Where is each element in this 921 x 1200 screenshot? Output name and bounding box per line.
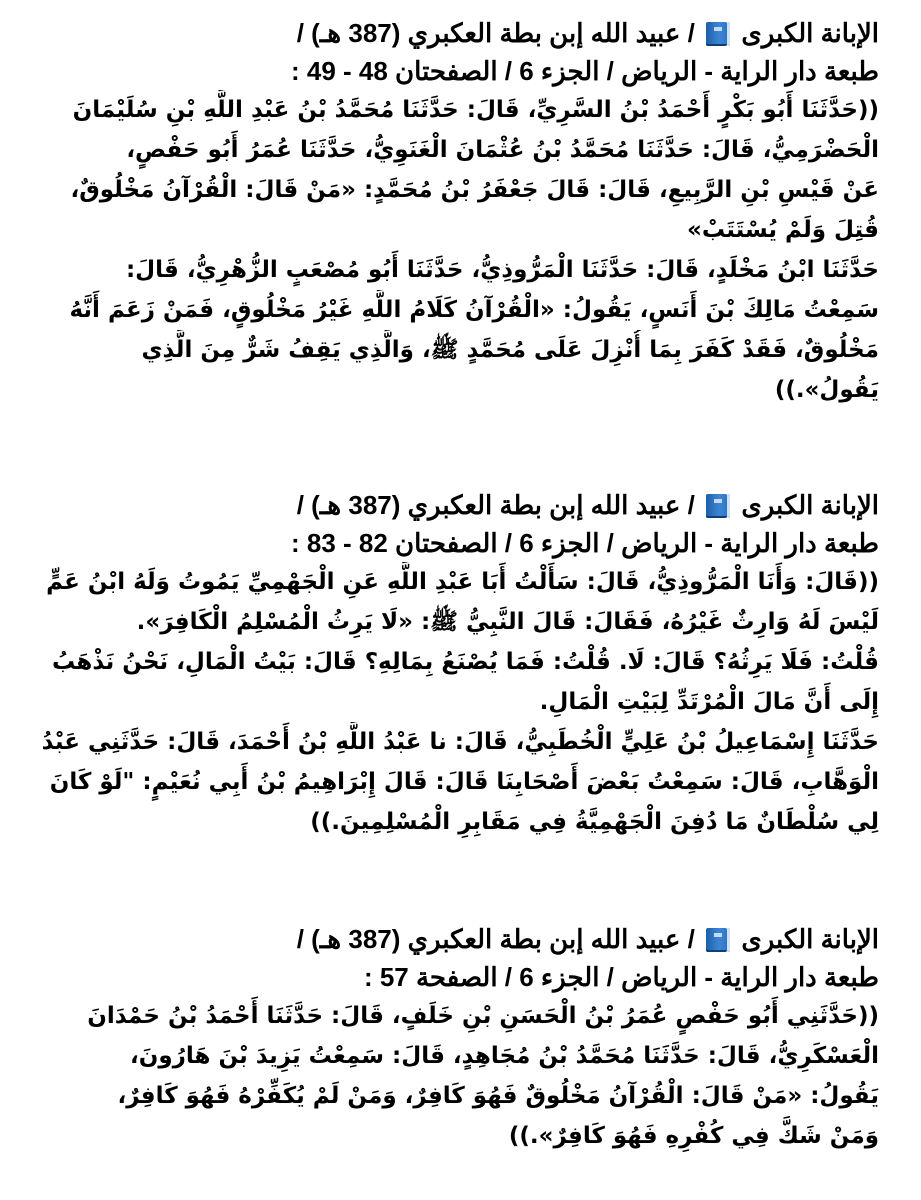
text-line: لِي سُلْطَانٌ مَا دُفِنَ الْجَهْمِيَّةُ فِي مَقَابِرِ الْمُسْلِمِينَ.)) <box>310 809 879 835</box>
text-line: يَقُولُ: «مَنْ قَالَ: الْقُرْآنُ مَخْلُوقٌ فَهُوَ كَافِرٌ، وَمَنْ لَمْ يُكَفِّرْهُ فَهُوَ كَافِرٌ، <box>117 1083 879 1109</box>
author-info: / عبيد الله إبن بطة العكبري (387 هـ) / <box>296 18 695 48</box>
text-line: الْعَسْكَرِيُّ، قَالَ: حَدَّثَنَا مُحَمَّدُ بْنُ مُجَاهِدٍ، قَالَ: سَمِعْتُ يَزِيدَ بْنَ هَارُونَ، <box>129 1043 879 1069</box>
text-line: مَخْلُوقٌ، فَقَدْ كَفَرَ بِمَا أُنْزِلَ عَلَى مُحَمَّدٍ ﷺ، وَالَّذِي يَقِفُ شَرٌّ مِنَ الَّذِي <box>141 337 879 363</box>
text-line: وَمَنْ شَكَّ فِي كُفْرِهِ فَهُوَ كَافِرٌ».)) <box>508 1123 879 1149</box>
citation-entry-2 <box>14 486 879 842</box>
text-line: يَقُولُ».)) <box>774 377 879 403</box>
text-line: عَنْ قَيْسِ بْنِ الرَّبِيعِ، قَالَ: قَالَ جَعْفَرُ بْنُ مُحَمَّدٍ: «مَنْ قَالَ: الْقُرْآنُ مَخْلُوقٌ، <box>70 177 879 203</box>
text-line: الْحَضْرَمِيُّ، قَالَ: حَدَّثَنَا مُحَمَّدُ بْنُ عُثْمَانَ الْغَنَوِيُّ، حَدَّثَنَا عُمَرُ أَبُو حَفْصٍ، <box>126 137 879 163</box>
text-line: لَيْسَ لَهُ وَارِثٌ غَيْرُهُ، فَقَالَ: قَالَ النَّبِيُّ ﷺ: «لَا يَرِثُ الْمُسْلِمُ الْكَافِرَ». <box>136 609 879 635</box>
author-info: / عبيد الله إبن بطة العكبري (387 هـ) / <box>296 924 695 954</box>
text-line: الْوَهَّابِ، قَالَ: سَمِعْتُ بَعْضَ أَصْحَابِنَا قَالَ: قَالَ إِبْرَاهِيمُ بْنُ أَبِي نُعَيْمٍ: "لَوْ كَانَ <box>49 769 879 795</box>
citation-entry-1 <box>14 14 879 410</box>
narration-text <box>14 90 879 410</box>
text-line: سَمِعْتُ مَالِكَ بْنَ أَنَسٍ، يَقُولُ: «الْقُرْآنُ كَلَامُ اللَّهِ غَيْرُ مَخْلُوقٍ، فَمَنْ زَعَمَ أَنَّهُ <box>69 297 879 323</box>
blue-book-icon <box>706 22 730 46</box>
edition-line: طبعة دار الراية - الرياض / الجزء 6 / الصفحتان 82 - 83 : <box>290 528 879 558</box>
citation-header <box>14 14 879 52</box>
edition-line: طبعة دار الراية - الرياض / الجزء 6 / الصفحتان 48 - 49 : <box>290 56 879 86</box>
text-line: إِلَى أَنَّ مَالَ الْمُرْتَدِّ لِبَيْتِ الْمَالِ. <box>539 689 879 715</box>
narration-text <box>14 996 879 1156</box>
text-line: حَدَّثَنَا إِسْمَاعِيلُ بْنُ عَلِيٍّ الْخُطَبِيُّ، قَالَ: نا عَبْدُ اللَّهِ بْنُ أَحْمَدَ، قَالَ: حَدَّثَنِي عَبْدُ <box>41 729 879 755</box>
text-line: قُلْتُ: فَلَا يَرِثُهُ؟ قَالَ: لَا. قُلْتُ: فَمَا يُصْنَعُ بِمَالِهِ؟ قَالَ: بَيْتُ الْمَالِ، نَحْنُ نَذْهَبُ <box>52 649 879 675</box>
text-line: ((حَدَّثَنَا أَبُو بَكْرٍ أَحْمَدُ بْنُ السَّرِيِّ، قَالَ: حَدَّثَنَا مُحَمَّدُ بْنُ عَبْدِ اللَّهِ بْنِ سُلَيْمَانَ <box>72 97 879 123</box>
narration-text <box>14 562 879 842</box>
text-line: حَدَّثَنَا ابْنُ مَخْلَدٍ، قَالَ: حَدَّثَنَا الْمَرُّوذِيُّ، حَدَّثَنَا أَبُو مُصْعَبٍ الزُّهْرِيُّ، قَالَ: <box>125 257 879 283</box>
text-line: ((قَالَ: وَأَنَا الْمَرُّوذِيُّ، قَالَ: سَأَلْتُ أَبَا عَبْدِ اللَّهِ عَنِ الْجَهْمِيِّ يَمُوتُ وَلَهُ ابْنُ عَمٍّ <box>46 569 879 595</box>
citation-header <box>14 920 879 958</box>
citation-header <box>14 486 879 524</box>
text-line: ((حَدَّثَنِي أَبُو حَفْصٍ عُمَرُ بْنُ الْحَسَنِ بْنِ خَلَفٍ، قَالَ: حَدَّثَنَا أَحْمَدُ بْنُ حَمْدَانَ <box>87 1003 879 1029</box>
blue-book-icon <box>706 928 730 952</box>
edition-line: طبعة دار الراية - الرياض / الجزء 6 / الصفحة 57 : <box>363 962 879 992</box>
book-title: الإبانة الكبرى <box>741 490 879 520</box>
citation-entry-3 <box>14 920 879 1156</box>
text-line: قُتِلَ وَلَمْ يُسْتَتَبْ» <box>687 217 879 243</box>
blue-book-icon <box>706 494 730 518</box>
author-info: / عبيد الله إبن بطة العكبري (387 هـ) / <box>296 490 695 520</box>
book-title: الإبانة الكبرى <box>741 924 879 954</box>
book-title: الإبانة الكبرى <box>741 18 879 48</box>
